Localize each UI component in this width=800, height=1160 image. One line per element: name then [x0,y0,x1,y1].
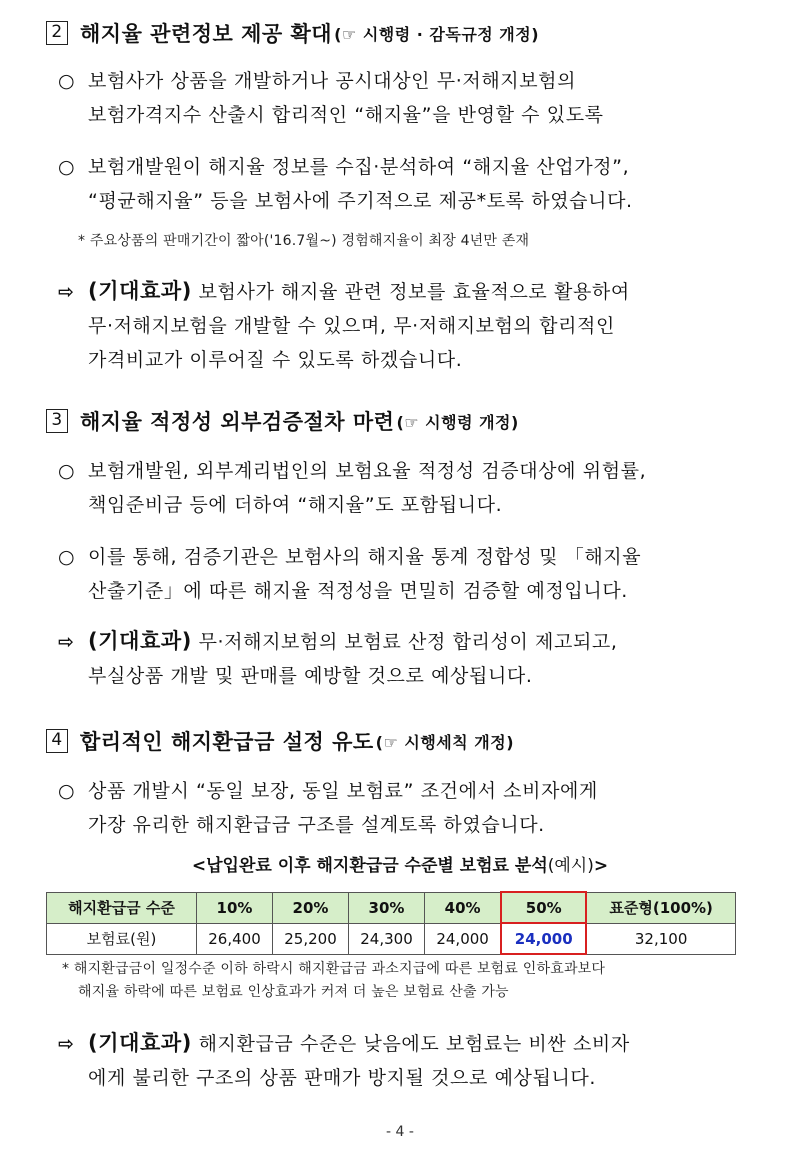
table-header-cell: 20% [273,892,349,923]
effect-tag: (기대효과) [88,629,192,653]
bullet-line: “평균해지율” 등을 보험사에 주기적으로 제공*토록 하였습니다. [88,190,633,212]
table-caption-end: > [593,856,609,876]
bullet-item [58,774,598,842]
bullet-marker: ○ [58,70,76,92]
table-header-cell: 10% [197,892,273,923]
footnote: * 주요상품의 판매기간이 짧아('16.7월~) 경험해지율이 최장 4년만 존재 [78,233,530,249]
table-header-row [47,892,736,923]
bullet-item [58,454,646,522]
premium-analysis-table [46,891,736,955]
table-caption-title: <납입완료 이후 해지환급금 수준별 보험료 분석 [191,856,548,876]
section-title: 해지율 관련정보 제공 확대 [80,22,333,46]
section-title: 합리적인 해지환급금 설정 유도 [80,730,374,754]
table-header-cell: 표준형(100%) [586,892,735,923]
table-cell: 24,300 [349,923,425,954]
table-cell: 32,100 [586,923,735,954]
bullet-line: 가장 유리한 해지환급금 구조를 설계토록 하였습니다. [88,814,545,836]
effect-line: 가격비교가 이루어질 수 있도록 하겠습니다. [88,349,463,371]
section-3-heading [46,406,519,436]
section-ref: (☞ 시행세칙 개정) [375,732,515,752]
bullet-line: 상품 개발시 “동일 보장, 동일 보험료” 조건에서 소비자에게 [88,780,598,802]
table-cell: 24,000 [425,923,502,954]
section-number-box: 2 [46,21,68,45]
table-header-cell: 40% [425,892,502,923]
table-cell-highlighted: 24,000 [501,923,586,954]
section-ref: (☞ 시행령 개정) [396,412,519,432]
table-cell: 25,200 [273,923,349,954]
bullet-marker: ○ [58,460,76,482]
table-caption [0,851,800,876]
bullet-line: 이를 통해, 검증기관은 보험사의 해지율 통계 정합성 및 「해지율 [88,546,642,568]
bullet-line: 보험가격지수 산출시 합리적인 “해지율”을 반영할 수 있도록 [88,104,604,126]
table-row [47,923,736,954]
bullet-item [58,540,641,608]
bullet-line: 보험개발원이 해지율 정보를 수집·분석하여 “해지율 산업가정”, [88,156,630,178]
table-caption-note: (예시) [547,856,594,876]
bullet-line: 책임준비금 등에 더하여 “해지율”도 포함됩니다. [88,494,503,516]
arrow-icon: ⇨ [58,631,75,653]
effect-tag: (기대효과) [88,1031,192,1055]
bullet-marker: ○ [58,546,76,568]
bullet-line: 보험개발원, 외부계리법인의 보험요율 적정성 검증대상에 위험률, [88,460,647,482]
arrow-icon: ⇨ [58,1033,75,1055]
section-ref: (☞ 시행령 · 감독규정 개정) [334,24,540,44]
effect-line: 부실상품 개발 및 판매를 예방할 것으로 예상됩니다. [88,665,533,687]
bullet-marker: ○ [58,156,76,178]
table-header-cell: 해지환급금 수준 [47,892,197,923]
section-4-heading [46,726,514,756]
section-2-heading [46,18,539,48]
footnote: 해지율 하락에 따른 보험료 인상효과가 커져 더 높은 보험료 산출 가능 [78,984,509,1000]
expected-effect [58,1026,630,1095]
effect-line: 무·저해지보험을 개발할 수 있으며, 무·저해지보험의 합리적인 [88,315,615,337]
arrow-icon: ⇨ [58,281,75,303]
bullet-line: 보험사가 상품을 개발하거나 공시대상인 무·저해지보험의 [88,70,577,92]
table-header-cell: 30% [349,892,425,923]
effect-tag: (기대효과) [88,279,192,303]
table-header-cell-highlighted: 50% [501,892,586,923]
expected-effect [58,624,618,693]
bullet-line: 산출기준」에 따른 해지율 적정성을 면밀히 검증할 예정입니다. [88,580,628,602]
bullet-item [58,64,604,132]
effect-line: 에게 불리한 구조의 상품 판매가 방지될 것으로 예상됩니다. [88,1067,597,1089]
page-number: - 4 - [386,1124,414,1140]
bullet-item [58,150,633,218]
bullet-marker: ○ [58,780,76,802]
expected-effect [58,274,630,377]
table-cell: 26,400 [197,923,273,954]
effect-line: 무·저해지보험의 보험료 산정 합리성이 제고되고, [191,631,618,653]
effect-line: 보험사가 해지율 관련 정보를 효율적으로 활용하여 [191,281,630,303]
table-row-label: 보험료(원) [47,923,197,954]
effect-line: 해지환급금 수준은 낮음에도 보험료는 비싼 소비자 [191,1033,630,1055]
section-title: 해지율 적정성 외부검증절차 마련 [80,410,395,434]
section-number-box: 4 [46,729,68,753]
section-number-box: 3 [46,409,68,433]
footnote: * 해지환급금이 일정수준 이하 하락시 해지환급금 과소지급에 따른 보험료 인하효과보다 [62,961,606,977]
